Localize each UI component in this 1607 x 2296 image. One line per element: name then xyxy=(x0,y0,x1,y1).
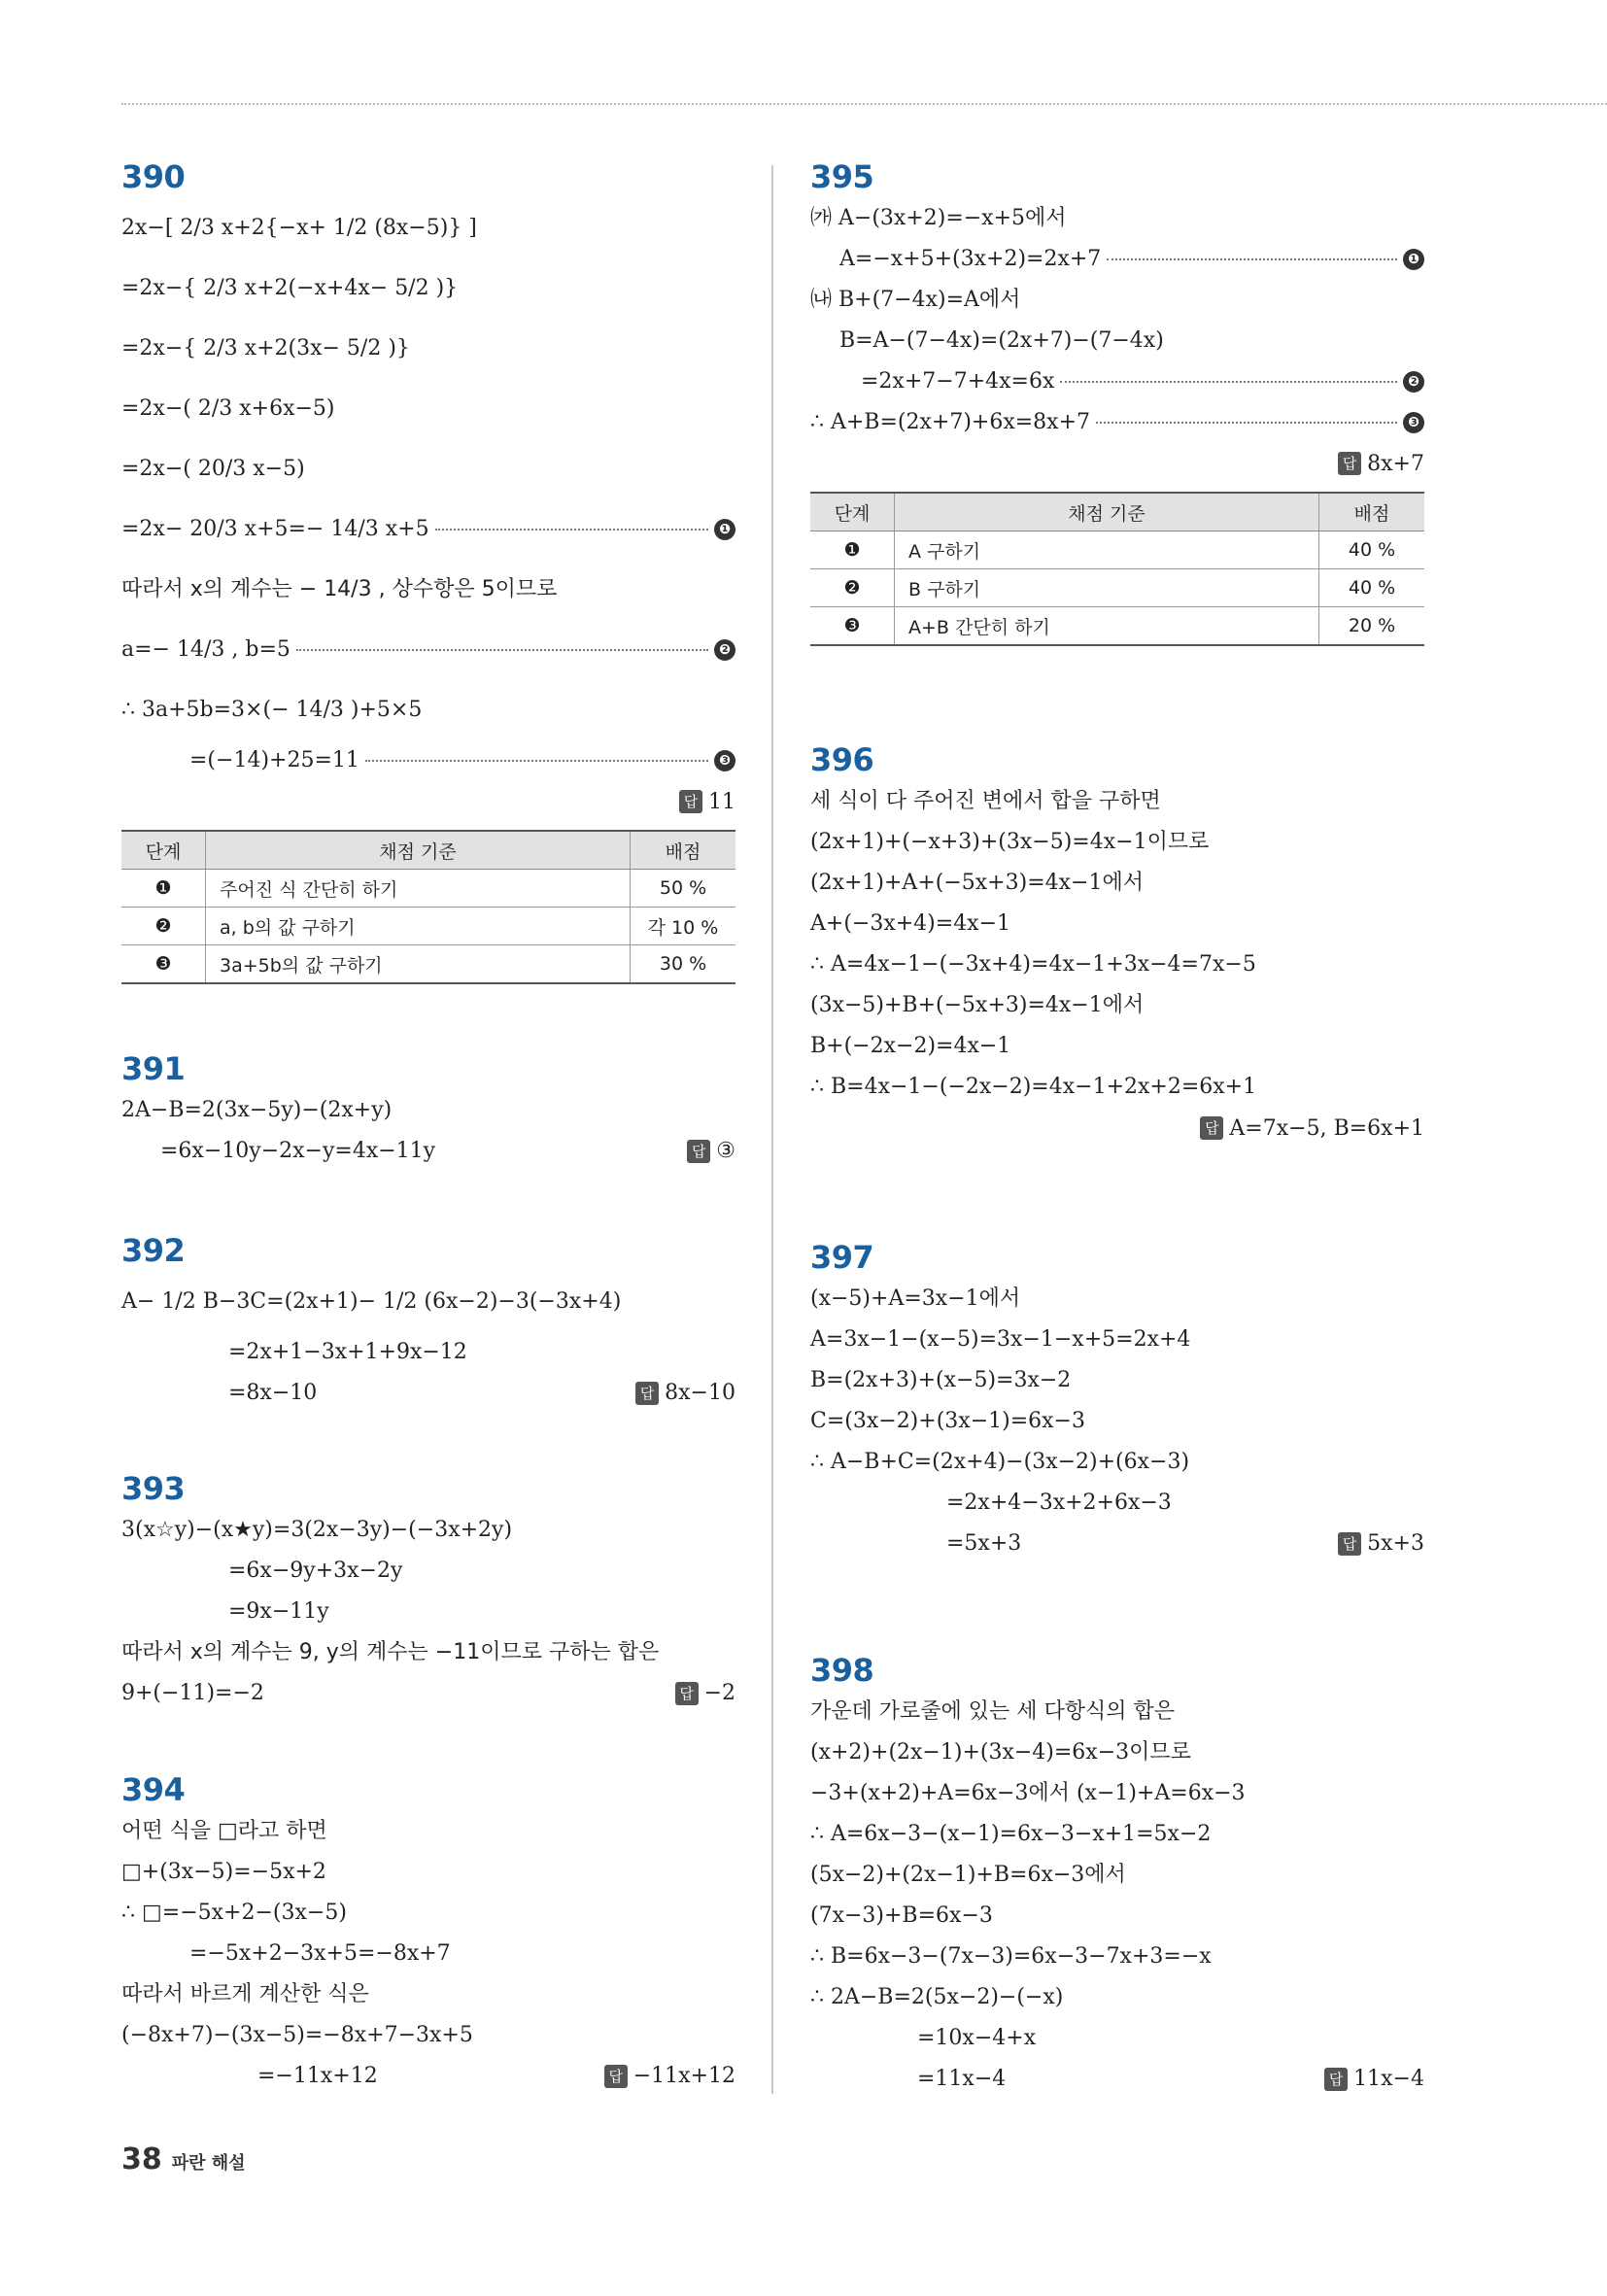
problem-number: 391 xyxy=(121,1050,186,1087)
answer-value: 11x−4 xyxy=(1353,2067,1424,2091)
answer-badge: 답 xyxy=(687,1140,710,1163)
answer-badge: 답 xyxy=(1338,452,1361,475)
answer-row xyxy=(121,781,735,822)
step-line: 2A−B=2(3x−5y)−(2x+y) xyxy=(121,1098,393,1122)
problem-number: 393 xyxy=(121,1470,186,1507)
step-marker-3: ❸ xyxy=(714,750,735,771)
step-line: =2x+1−3x+1+9x−12 xyxy=(228,1340,467,1364)
answer-badge: 답 xyxy=(675,1682,699,1705)
answer-value: −2 xyxy=(703,1681,735,1705)
scoring-table xyxy=(810,492,1424,646)
step-line: =8x−10 답 8x−10 xyxy=(121,1373,735,1414)
dotted-leader xyxy=(1107,258,1397,260)
step-marker-1: ❶ xyxy=(1403,249,1424,270)
problem-395 xyxy=(810,155,1424,646)
table-header: 배점 xyxy=(1319,493,1425,531)
step-line: =2x−( 20/3 x−5) xyxy=(121,457,305,481)
problem-390 xyxy=(121,155,735,984)
step-line: −3+(x+2)+A=6x−3에서 (x−1)+A=6x−3 xyxy=(810,1781,1246,1805)
step-line: =11x−4 답 11x−4 xyxy=(810,2059,1424,2100)
problem-393 xyxy=(121,1467,735,1714)
step-line: ∴ 3a+5b=3×(− 14/3 )+5×5 xyxy=(121,698,423,722)
step-line: 따라서 x의 계수는 9, y의 계수는 −11이므로 구하는 합은 xyxy=(121,1640,660,1664)
problem-number: 398 xyxy=(810,1652,874,1689)
problem-391 xyxy=(121,1047,735,1172)
step-line: 어떤 식을 □라고 하면 xyxy=(121,1819,327,1843)
step-line: ∴ 2A−B=2(5x−2)−(−x) xyxy=(810,1985,1064,2009)
step-line: ∴ A+B=(2x+7)+6x=8x+7 ❸ xyxy=(810,402,1424,443)
footer-label: 파란 해설 xyxy=(171,2153,246,2174)
step-line: 2x−[ 2/3 x+2{−x+ 1/2 (8x−5)} ] xyxy=(121,216,477,240)
step-line: (x+2)+(2x−1)+(3x−4)=6x−3이므로 xyxy=(810,1740,1191,1765)
step-line: =−11x+12 답 −11x+12 xyxy=(121,2056,735,2097)
problem-number: 397 xyxy=(810,1239,874,1276)
table-row: ❶ 주어진 식 간단히 하기 50 % xyxy=(121,870,735,908)
table-header: 배점 xyxy=(631,831,736,870)
answer-value: ③ xyxy=(716,1139,735,1163)
step-line: =2x−{ 2/3 x+2(−x+4x− 5/2 )} xyxy=(121,276,459,300)
problem-number: 392 xyxy=(121,1232,186,1269)
column-divider xyxy=(771,165,773,2094)
step-line: 따라서 x의 계수는 − 14/3 , 상수항은 5이므로 xyxy=(121,577,558,601)
step-line: B+(−2x−2)=4x−1 xyxy=(810,1034,1011,1058)
table-row: ❷ B 구하기 40 % xyxy=(810,569,1424,607)
answer-badge: 답 xyxy=(679,790,702,813)
step-line: 9+(−11)=−2 답 −2 xyxy=(121,1673,735,1714)
step-line: (7x−3)+B=6x−3 xyxy=(810,1903,993,1928)
answer-badge: 답 xyxy=(1338,1532,1361,1556)
step-line: =6x−10y−2x−y=4x−11y 답 ③ xyxy=(121,1131,735,1172)
problem-396 xyxy=(810,738,1424,1148)
step-marker-2: ❷ xyxy=(1403,371,1424,393)
step-line: =2x+7−7+4x=6x ❷ xyxy=(810,361,1424,402)
step-line: A+(−3x+4)=4x−1 xyxy=(810,911,1011,936)
answer-row xyxy=(810,1108,1424,1148)
table-row: ❸ 3a+5b의 값 구하기 30 % xyxy=(121,945,735,984)
answer-value: 5x+3 xyxy=(1367,1531,1424,1556)
step-line: =10x−4+x xyxy=(917,2026,1037,2050)
step-line: C=(3x−2)+(3x−1)=6x−3 xyxy=(810,1409,1085,1433)
step-line: ㈎ A−(3x+2)=−x+5에서 xyxy=(810,206,1067,230)
table-header: 단계 xyxy=(121,831,206,870)
table-header: 채점 기준 xyxy=(206,831,631,870)
page-number: 38 xyxy=(121,2142,162,2176)
step-line: (x−5)+A=3x−1에서 xyxy=(810,1286,1021,1311)
step-line: ∴ □=−5x+2−(3x−5) xyxy=(121,1901,347,1925)
answer-value: −11x+12 xyxy=(633,2064,735,2088)
table-row: ❶ A 구하기 40 % xyxy=(810,531,1424,569)
top-dotted-rule xyxy=(121,103,1607,105)
step-line: =2x−{ 2/3 x+2(3x− 5/2 )} xyxy=(121,336,410,360)
problem-398 xyxy=(810,1649,1424,2100)
step-marker-3: ❸ xyxy=(1403,412,1424,433)
page-footer xyxy=(121,2142,246,2176)
step-line: A=−x+5+(3x+2)=2x+7 ❶ xyxy=(810,239,1424,280)
table-header: 채점 기준 xyxy=(895,493,1319,531)
answer-value: 8x+7 xyxy=(1367,451,1424,476)
answer-value: 11 xyxy=(708,789,735,814)
step-line: 세 식이 다 주어진 변에서 합을 구하면 xyxy=(810,789,1161,813)
table-row: ❸ A+B 간단히 하기 20 % xyxy=(810,607,1424,646)
problem-number: 390 xyxy=(121,158,186,195)
problem-392 xyxy=(121,1229,735,1414)
answer-badge: 답 xyxy=(1324,2068,1348,2091)
step-line: =−5x+2−3x+5=−8x+7 xyxy=(189,1941,451,1966)
step-line: ∴ A=4x−1−(−3x+4)=4x−1+3x−4=7x−5 xyxy=(810,952,1256,977)
dotted-leader xyxy=(1060,381,1397,383)
step-line: =9x−11y xyxy=(228,1599,329,1624)
step-line: ∴ A=6x−3−(x−1)=6x−3−x+1=5x−2 xyxy=(810,1822,1212,1846)
problem-394 xyxy=(121,1768,735,2097)
step-line: B=(2x+3)+(x−5)=3x−2 xyxy=(810,1368,1072,1392)
answer-badge: 답 xyxy=(1200,1116,1223,1140)
step-marker-1: ❶ xyxy=(714,519,735,540)
table-header: 단계 xyxy=(810,493,895,531)
problem-number: 394 xyxy=(121,1771,186,1808)
dotted-leader xyxy=(435,529,708,531)
dotted-leader xyxy=(1096,422,1397,424)
step-line: =2x−( 2/3 x+6x−5) xyxy=(121,396,335,421)
scoring-table xyxy=(121,830,735,984)
step-line: =(−14)+25=11 ❸ xyxy=(121,740,735,781)
answer-value: 8x−10 xyxy=(665,1381,735,1405)
dotted-leader xyxy=(365,760,708,762)
problem-number: 395 xyxy=(810,158,874,195)
step-line: (5x−2)+(2x−1)+B=6x−3에서 xyxy=(810,1863,1126,1887)
step-line: B=A−(7−4x)=(2x+7)−(7−4x) xyxy=(839,328,1164,353)
step-line: =5x+3 답 5x+3 xyxy=(810,1524,1424,1564)
step-marker-2: ❷ xyxy=(714,639,735,661)
table-row: ❷ a, b의 값 구하기 각 10 % xyxy=(121,908,735,945)
step-line: (2x+1)+A+(−5x+3)=4x−1에서 xyxy=(810,871,1144,895)
dotted-leader xyxy=(296,649,708,651)
step-line: 따라서 바르게 계산한 식은 xyxy=(121,1982,369,2006)
step-line: =2x− 20/3 x+5=− 14/3 x+5 ❶ xyxy=(121,499,735,560)
step-line: 3(x☆y)−(x★y)=3(2x−3y)−(−3x+2y) xyxy=(121,1518,513,1542)
step-line: (3x−5)+B+(−5x+3)=4x−1에서 xyxy=(810,993,1145,1017)
answer-value: A=7x−5, B=6x+1 xyxy=(1229,1115,1424,1141)
step-line: A=3x−1−(x−5)=3x−1−x+5=2x+4 xyxy=(810,1327,1191,1352)
step-line: a=− 14/3 , b=5 ❷ xyxy=(121,620,735,680)
problem-397 xyxy=(810,1236,1424,1564)
step-line: ㈏ B+(7−4x)=A에서 xyxy=(810,288,1021,312)
step-line: ∴ B=4x−1−(−2x−2)=4x−1+2x+2=6x+1 xyxy=(810,1075,1257,1099)
problem-number: 396 xyxy=(810,741,874,778)
step-line: A− 1/2 B−3C=(2x+1)− 1/2 (6x−2)−3(−3x+4) xyxy=(121,1289,622,1314)
answer-row xyxy=(810,443,1424,484)
answer-badge: 답 xyxy=(635,1382,659,1405)
step-line: □+(3x−5)=−5x+2 xyxy=(121,1860,326,1884)
step-line: ∴ A−B+C=(2x+4)−(3x−2)+(6x−3) xyxy=(810,1450,1190,1474)
step-line: =6x−9y+3x−2y xyxy=(228,1559,403,1583)
step-line: =2x+4−3x+2+6x−3 xyxy=(946,1491,1172,1515)
step-line: (2x+1)+(−x+3)+(3x−5)=4x−1이므로 xyxy=(810,830,1210,854)
step-line: 가운데 가로줄에 있는 세 다항식의 합은 xyxy=(810,1699,1175,1724)
step-line: ∴ B=6x−3−(7x−3)=6x−3−7x+3=−x xyxy=(810,1944,1212,1969)
answer-badge: 답 xyxy=(604,2065,628,2088)
step-line: (−8x+7)−(3x−5)=−8x+7−3x+5 xyxy=(121,2023,473,2047)
